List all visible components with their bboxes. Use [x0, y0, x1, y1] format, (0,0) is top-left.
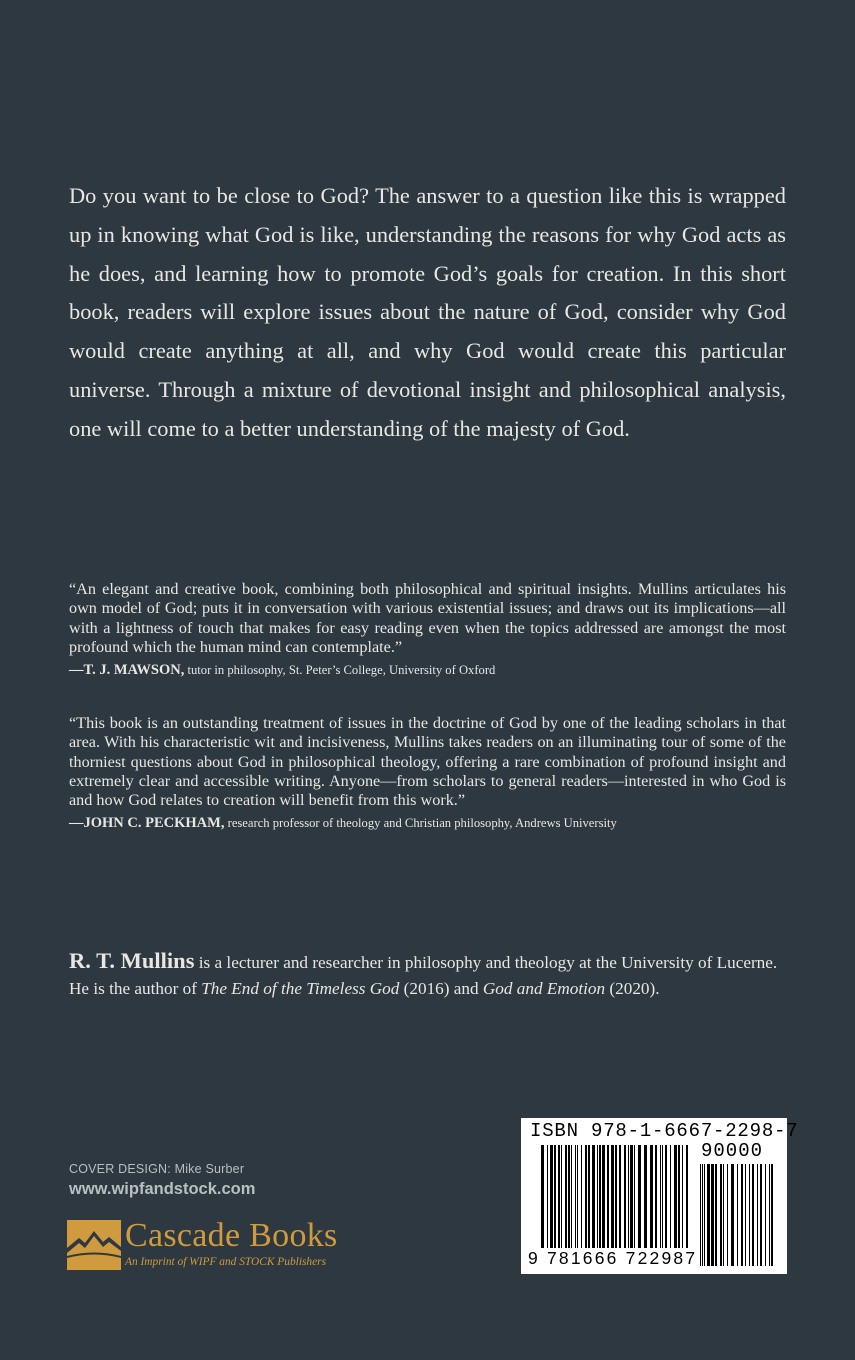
bio-text: is a lecturer and researcher in philosophy and theology at the University of Lucerne. He is the author of — [69, 953, 778, 998]
author-name: R. T. Mullins — [69, 948, 195, 973]
barcode-bar — [711, 1164, 714, 1266]
barcode-bar — [720, 1164, 722, 1266]
barcode-bar — [700, 1164, 701, 1266]
barcode-bar — [771, 1164, 773, 1266]
author-bio — [69, 948, 786, 1002]
isbn-barcode — [521, 1118, 799, 1274]
barcode-bar — [741, 1164, 743, 1266]
cover-design-credit: COVER DESIGN: Mike Surber — [69, 1162, 245, 1176]
publisher-name: Cascade Books — [125, 1217, 338, 1254]
endorser-name: —JOHN C. PECKHAM, — [69, 815, 225, 832]
bio-text: (2020). — [605, 979, 660, 998]
endorsement-quote: “This book is an outstanding treatment of issues in the doctrine of God by one of the leading scholars in that area. With his characteristic wit and incisiveness, Mullins takes readers on an illuminating tour of some of the thorniest questions about God in philosophical theology, offering a rare combination of profound insight and extremely clear and accessible writing. Anyone—from scholars to general readers—interested in who God is and how God relates to creation will benefit from this work.” — [69, 714, 786, 810]
endorsement-mawson — [69, 580, 786, 678]
barcode-bar — [723, 1164, 724, 1266]
publisher-website: www.wipfandstock.com — [69, 1180, 256, 1198]
mountain-logo-icon — [67, 1220, 121, 1270]
barcode-bar — [731, 1164, 734, 1266]
ean-digits: 9 781666 722987 — [528, 1248, 698, 1268]
barcode-bar — [765, 1164, 766, 1266]
book-title: The End of the Timeless God — [201, 979, 400, 998]
endorser-role: tutor in philosophy, St. Peter’s College, University of Oxford — [187, 663, 496, 678]
barcode-bar — [737, 1164, 738, 1266]
publisher-imprint: An Imprint of WIPF and STOCK Publishers — [125, 1256, 327, 1268]
bio-text: (2016) and — [399, 979, 483, 998]
description-blurb: Do you want to be close to God? The answer to a question like this is wrapped up in knowing what God is like, understanding the reasons for why God acts as he does, and learning how to promote God’s goals for creation. In this short book, readers will explore issues about the nature of God, consider why God would create anything at all, and why God would create this particular universe. Through a mixture of devotional insight and philosophical analysis, one will come to a better understanding of the majesty of God. — [69, 183, 786, 441]
endorser-name: —T. J. MAWSON, — [69, 662, 185, 679]
barcode-bar — [707, 1164, 710, 1266]
barcode-bar — [752, 1164, 754, 1266]
barcode-bar — [749, 1164, 750, 1266]
endorsement-peckham — [69, 714, 786, 831]
endorser-role: research professor of theology and Christian philosophy, Andrews University — [227, 816, 617, 831]
barcode-bar — [769, 1164, 770, 1266]
barcode-bar — [727, 1164, 728, 1266]
publisher-logo — [67, 1218, 387, 1278]
book-title: God and Emotion — [482, 979, 606, 998]
isbn-label: ISBN 978-1-6667-2298-7 — [530, 1120, 799, 1142]
barcode-bar — [760, 1164, 762, 1266]
price-code: 90000 — [701, 1140, 764, 1162]
endorsement-quote: “An elegant and creative book, combining both philosophical and spiritual insights. Mullins articulates his own model of God; puts it in conversation with various existential issues; and draws out its implications—all with a lightness of touch that makes for easy reading even when the topics addressed are amongst the most profound which the human mind can contemplate.” — [69, 580, 786, 656]
barcode-bar — [715, 1164, 717, 1266]
barcode-bar — [745, 1164, 746, 1266]
endorsement-attribution — [69, 662, 786, 678]
barcode-bar — [704, 1164, 705, 1266]
barcode-bar — [757, 1164, 758, 1266]
barcode-bar — [702, 1164, 703, 1266]
endorsement-attribution — [69, 815, 786, 831]
